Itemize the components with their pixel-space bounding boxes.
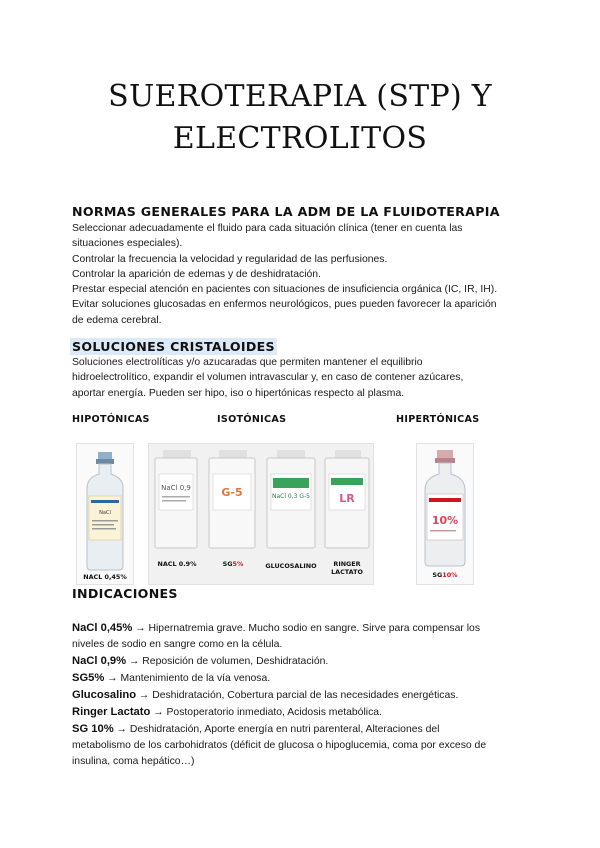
cristaloides-line: hidroelectrolítico, expandir el volumen intravascular y, en caso de contener azúcares, bbox=[72, 372, 464, 384]
glass-bottle-icon bbox=[417, 444, 473, 584]
svg-text:NaCl: NaCl bbox=[99, 510, 111, 516]
normas-paragraph bbox=[72, 221, 532, 328]
svg-text:G-5: G-5 bbox=[221, 486, 243, 499]
title-line-2: ELECTROLITOS bbox=[172, 121, 428, 156]
cristaloides-paragraph bbox=[72, 355, 532, 401]
list-item: NaCl 0,9% → Reposición de volumen, Deshidratación. bbox=[72, 655, 329, 667]
list-item: SG5% → Mantenimiento de la vía venosa. bbox=[72, 672, 271, 684]
svg-text:NaCl 0,3 G-5: NaCl 0,3 G-5 bbox=[271, 493, 311, 500]
bottle-caption-nacl09: NACL 0.9% bbox=[157, 560, 197, 568]
bottle-caption-ringer: RINGER LACTATO bbox=[331, 560, 363, 576]
cristaloides-line: Soluciones electrolíticas y/o azucaradas que permiten mantener el equilibrio bbox=[72, 357, 423, 368]
category-isotonicas: ISOTÓNICAS bbox=[217, 414, 287, 425]
normas-line: Controlar la aparición de edemas y de deshidratación. bbox=[72, 268, 321, 280]
bottle-sg5-icon bbox=[209, 450, 255, 548]
normas-line: Controlar la frecuencia la velocidad y regularidad de las perfusiones. bbox=[72, 253, 388, 265]
bottle-caption-sg5: SG5% bbox=[222, 560, 244, 568]
list-item-continuation: metabolismo de los carbohidratos (déficit de glucosa o hipoglucemia, coma por exceso de bbox=[72, 740, 487, 751]
category-hipotonicas: HIPOTÓNICAS bbox=[72, 414, 150, 425]
bottle-caption-nacl045: NACL 0,45% bbox=[83, 573, 127, 581]
list-item-continuation: insulina, coma hepático…) bbox=[72, 756, 195, 767]
normas-line: de edema cerebral. bbox=[72, 314, 162, 326]
list-item: Glucosalino → Deshidratación, Cobertura parcial de las necesidades energéticas. bbox=[72, 689, 459, 701]
list-item: Ringer Lactato → Postoperatorio inmediato, Acidosis metabólica. bbox=[72, 706, 382, 718]
bottle-caption-sg10: SG10% bbox=[432, 571, 458, 579]
category-hipertonicas: HIPERTÓNICAS bbox=[396, 414, 480, 425]
bottle-photo-nacl045 bbox=[76, 443, 134, 585]
bottle-photo-sg10 bbox=[416, 443, 474, 585]
list-item: NaCl 0,45% → Hipernatremia grave. Mucho sodio en sangre. Sirve para compensar los bbox=[72, 622, 481, 634]
normas-line: Seleccionar adecuadamente el fluido para cada situación clínica (tener en cuenta las bbox=[72, 223, 463, 234]
title-line-1: SUEROTERAPIA (STP) Y bbox=[108, 79, 492, 114]
normas-line: Prestar especial atención en pacientes con situaciones de insuficiencia orgánica (IC, IR, IH). bbox=[72, 284, 498, 296]
svg-text:10%: 10% bbox=[431, 514, 459, 527]
normas-line: Evitar soluciones glucosadas en enfermos neurológicos, pues pueden favorecer la aparición bbox=[72, 299, 497, 311]
normas-line: situaciones especiales). bbox=[72, 238, 183, 250]
bottle-caption-glucosalino: GLUCOSALINO bbox=[265, 562, 317, 570]
section-heading-indicaciones: INDICACIONES bbox=[72, 586, 178, 601]
section-heading-cristaloides: SOLUCIONES CRISTALOIDES bbox=[72, 339, 275, 354]
bottle-nacl09-icon bbox=[155, 450, 197, 548]
list-item-continuation: niveles de sodio en sangre como en la célula. bbox=[72, 639, 283, 650]
page-title bbox=[60, 76, 540, 160]
glass-bottle-icon bbox=[77, 444, 133, 584]
indicaciones-list bbox=[72, 620, 542, 770]
svg-text:LR: LR bbox=[339, 492, 355, 505]
cristaloides-line: aportar energía. Pueden ser hipo, iso o hipertónicas respecto al plasma. bbox=[72, 387, 405, 399]
bottle-ringer-icon bbox=[325, 450, 369, 548]
svg-text:NaCl 0,9: NaCl 0,9 bbox=[161, 484, 191, 492]
bottle-glucosalino-icon bbox=[267, 450, 315, 548]
isotonic-photo-panel bbox=[148, 443, 374, 585]
list-item: SG 10% → Deshidratación, Aporte energía en nutri parenteral, Alteraciones del bbox=[72, 723, 440, 735]
section-heading-normas: NORMAS GENERALES PARA LA ADM DE LA FLUIDOTERAPIA bbox=[72, 204, 500, 219]
